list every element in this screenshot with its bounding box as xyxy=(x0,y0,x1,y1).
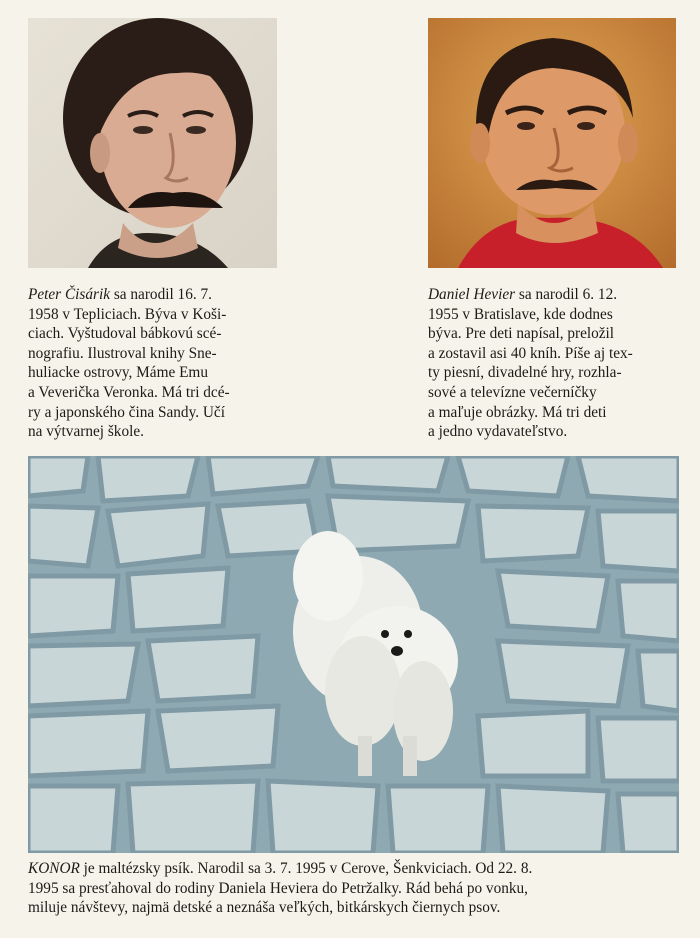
bio-line: a Veverička Veronka. Má tri dcé- xyxy=(28,383,230,401)
bio-line: miluje návštevy, najmä detské a neznáša veľkých, bitkárskych čiernych psov. xyxy=(28,899,501,917)
portrait-photo-hevier xyxy=(428,18,676,268)
bio-line: 1955 v Bratislave, kde dodnes xyxy=(428,305,613,323)
portrait-photo-cisarik xyxy=(28,18,277,268)
bio-line: a jedno vydavateľstvo. xyxy=(428,423,568,441)
dog-photo-konor xyxy=(28,456,679,853)
bio-line: a zostavil asi 40 kníh. Píše aj tex- xyxy=(428,344,633,362)
bio-line: 1958 v Tepliciach. Býva v Koši- xyxy=(28,305,227,323)
bio-line: sové a televízne večerníčky xyxy=(428,383,597,401)
bio-line: huliacke ostrovy, Máme Emu xyxy=(28,364,208,382)
bio-line: ciach. Vyštudoval bábkovú scé- xyxy=(28,325,222,343)
bio-line: sa narodil 6. 12. xyxy=(518,286,618,303)
person-name: Peter Čisárik xyxy=(28,286,110,303)
dog-name: KONOR xyxy=(28,860,80,877)
bio-line: sa narodil 16. 7. xyxy=(113,286,212,303)
bio-konor xyxy=(28,859,679,918)
bio-line: býva. Pre deti napísal, preložil xyxy=(428,325,615,343)
bio-line: a maľuje obrázky. Má tri deti xyxy=(428,403,607,421)
bio-line: na výtvarnej škole. xyxy=(28,423,144,441)
person-name: Daniel Hevier xyxy=(428,286,516,303)
bio-line: ty piesní, divadelné hry, rozhla- xyxy=(428,364,622,382)
bio-line: ry a japonského čina Sandy. Učí xyxy=(28,403,225,421)
bio-line: je maltézsky psík. Narodil sa 3. 7. 1995 v Cerove, Šenkviciach. Od 22. 8. xyxy=(83,860,533,877)
bio-line: 1995 sa presťahoval do rodiny Daniela Heviera do Petržalky. Rád behá po vonku, xyxy=(28,879,529,897)
bio-line: nografiu. Ilustroval knihy Sne- xyxy=(28,344,217,362)
bio-hevier xyxy=(428,285,678,442)
bio-cisarik xyxy=(28,285,278,442)
